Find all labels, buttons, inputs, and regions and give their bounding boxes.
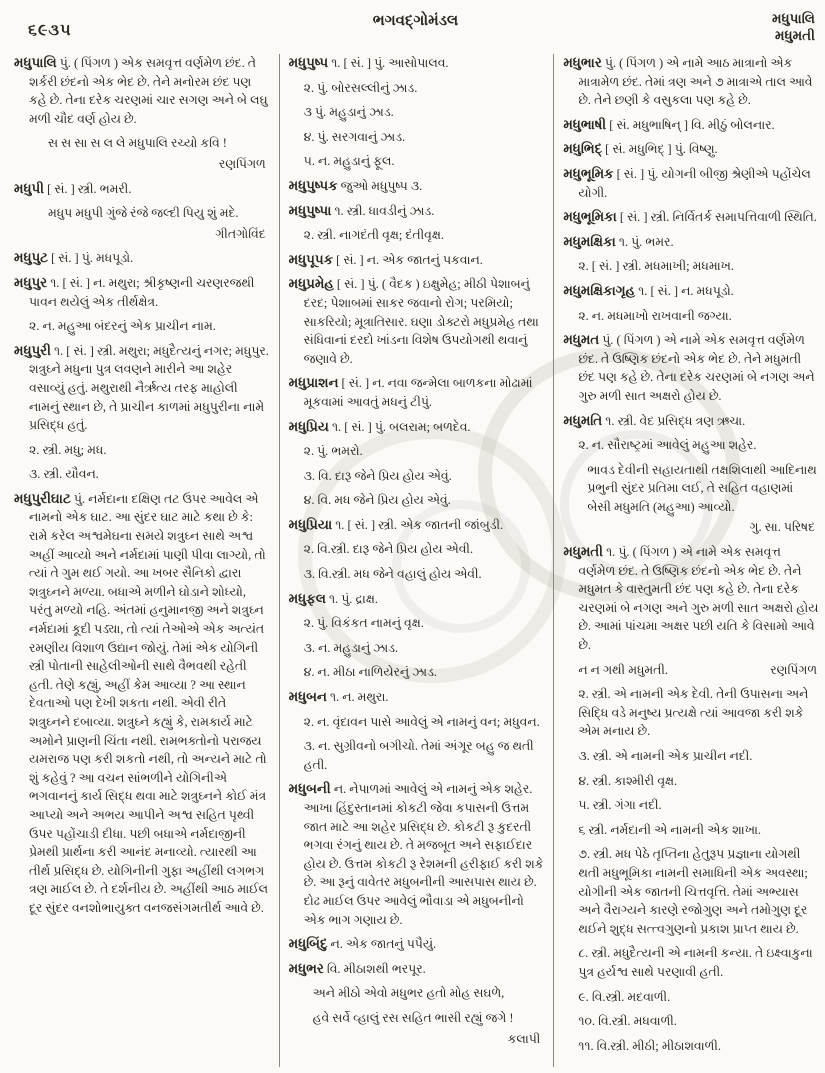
entry-sub-line: ૪. પું. સરગવાનું ઝાડ. (303, 129, 406, 144)
headword: મધુપૂપક (288, 251, 333, 267)
entry-sub-line: ૬ સ્ત્રી. નર્મદાની એ નામની એક શાખા. (578, 822, 762, 837)
entry-sub-line: ૨. સ્ત્રી. એ નામની એક દેવી. તેની ઉપાસના અને સિદ્ધિ વડે મનુષ્ય પ્રત્યક્ષે ત્યાં આવજા કરી શકે એમ મનાય છે. (578, 687, 809, 739)
entry-sub-line: રણપિંગળ ન ન ગથી મધુમતી. (563, 661, 819, 680)
running-head (772, 10, 815, 44)
dictionary-entry: મધુપુરી ૧. [ સં. ] સ્ત્રી. મથુરા; મધુદૈત્યનું નગર; મધુપુર. શત્રુઘ્ને મધુના પુત્ર લવણને મારીને આ શહેર વસાવ્યું હતું. મથુરાથી નૈર્ઋત્ય તરફ માહોલી નામનું સ્થાન છે, તે પ્રાચીન કાળમાં મધુપુરીના નામે પ્રસિદ્ધ હતું. (14, 342, 269, 433)
entry-sub-line: ૩. ન. સુગ્રીવનો બગીચો. તેમાં અંગૂર બહુ જ થતી હતી. (303, 739, 534, 772)
book-title: ભગવદ્ગોમંડલ (372, 13, 459, 29)
dictionary-entry: મધુપુરીઘાટ પું. નર્મદાના દક્ષિણ તટ ઉપર આવેલ એ નામનો એક ઘાટ. આ સુંદર ઘાટ માટે કથા છે કે: રામે કરેલ અશ્વમેઘના સમયે શત્રુઘ્ન સાથે અશ્વ અહીં આવ્યો અને નર્મદામાં પાણી પીવા લાગ્યો, તો ત્યાં તે ગુમ થઈ ગયો. આ ખબર સૈનિકો દ્વારા શત્રુઘ્નને મળ્યા. બધાએ મળીને ઘોડાને શોધ્યો, પરંતુ મળ્યો નહિ. અંતમાં હનુમાનજી અને શત્રુઘ્ન નર્મદામાં કૂદી પડ્યા, તો ત્યાં તેઓએ એક અત્યંત રમણીય વિશાળ ઉદ્યાન જોયું. તેમાં એક યોગિની સ્ત્રી પોતાની સાહેલીઓની સાથે વૈભવથી રહેતી હતી. તેણે કહ્યું, અહીં કેમ આવ્યા ? આ સ્થાન દેવતાઓ પણ દેખી શકતા નથી. એવી રીતે શત્રુઘ્નને દબાવ્યા. શત્રુઘ્ને કહ્યું કે, રામકાર્ય માટે અમોને પ્રાણની ચિંતા નથી. રામભક્તોનો પરાજય યમરાજ પણ કરી શકતો નથી, તો અન્યને માટે તો શું કહેવું ? આ વચન સાંભળીને યોગિનીએ ભગવાનનું કાર્ય સિદ્ધ થવા માટે શત્રુઘ્નને કોઈ મંત્ર આપ્યો અને અભય આપીને અશ્વ સહિત પૃથ્વી ઉપર પહોંચાડી દીધા. પછી બધાએ નર્મદાજીની પ્રેમથી પ્રાર્થના કરી આનંદ મનાવ્યો. ત્યારથી આ તીર્થ પ્રસિદ્ધ છે. યોગિનીની ગુફા અહીંથી લગભગ ત્રણ માઈલ છે. તે દર્શનીય છે. અહીંથી આઠ માઈલ દૂર સુંદર વનશોભાયુક્ત વનજસંગમતીર્થ આવે છે. (14, 490, 269, 915)
entry-attrib-line: ગુ. સા. પરિષદ (749, 520, 816, 535)
headword: મધુપ્રિયા (288, 516, 333, 532)
entry-sub-line: ૩. સ્ત્રી. એ નામની એક પ્રાચીન નદી. (578, 749, 753, 763)
dictionary-entry: મધુભૂમિક [ સં. ] પું. યોગની બીજી શ્રેણીએ પહોંચેલ યોગી. (563, 165, 811, 200)
dictionary-entry: મધુભર વિ. મીઠાશથી ભરપૂર. (288, 960, 426, 976)
dictionary-entry: મધુમતી ૧. પું. ( પિંગળ ) એ નામે એક સમવૃત્ત વર્ણમેળ છંદ. તે ઉષ્ણિક છંદનો એક ભેદ છે. તેને મધુમત કે વાસ્તુમતી છંદ પણ કહે છે. તેના દરેક ચરણમાં બે નગણ અને ગુરુ મળી સાત અક્ષરો હોય છે. આમાં પાંચમા અક્ષર પછી યતિ કે વિસામો આવે છે. (563, 544, 819, 653)
dictionary-entry: મધુપુષ્પક જુઓ મધુપુષ્પ ૩. (288, 177, 423, 193)
entry-sub-line: ૮. સ્ત્રી. મધુદૈત્યની એ નામની કન્યા. તે ઇક્ષ્વાકુના પુત્ર હર્યશ્વ સાથે પરણાવી હતી. (578, 946, 813, 979)
headword: મધુપી (14, 180, 45, 196)
headword: મધુબની (288, 781, 331, 797)
entry-quote2-line: અને મીઠો એવો મધુભર હતો મોહ સઘળે, (312, 986, 505, 1001)
dictionary-entry: મધુપાલિ પું. ( પિંગળ ) એક સમવૃત્ત વર્ણમેળ છંદ. તે શર્કરી છંદનો એક ભેદ છે. તેને મનોરમ છંદ પણ કહે છે. તેના દરેક ચરણમાં ચાર સગણ અને બે લઘુ મળી ચૌદ વર્ણ હોય છે. (14, 55, 268, 126)
dictionary-entry: મધુપ્રાશન [ સં. ] ન. નવા જન્મેલા બાળકના મોઢામાં મૂકવામાં આવતું મધનું ટીપું. (288, 375, 533, 409)
dictionary-entry: મધુપુષ્પ ૧. [ સં. ] પું. આસોપાલવ. (288, 55, 449, 70)
entry-sub-line: ૨. [ સં. ] સ્ત્રી. મધમાખી; મધમાખ. (578, 259, 734, 274)
headword: મધુમતી (563, 544, 603, 560)
entry-sub-line: ૨. પું. ભમરો. (303, 444, 363, 459)
entry-quote2-line: હવે સર્વે વ્હાલું રસ સહિત ભાસી રહ્યું જગે ! (312, 1010, 514, 1025)
headword: મધુપાલિ (14, 55, 57, 70)
headword: મધુભૂમિકા (563, 209, 617, 225)
headword: મધુપુર (14, 274, 48, 290)
entry-attrib-line: ગીતગોવિંદ (215, 226, 266, 241)
dictionary-entry: મધુપુષ્પા ૧. સ્ત્રી. ધાવડીનું ઝાડ. (288, 202, 435, 218)
entry-quote-line: મધુપ મધુપી ગુંજે રંજે જલ્દી પિયુ શું મદે. (48, 206, 239, 221)
entry-sub-line: ૨. સ્ત્રી. નાગદંતી વૃક્ષ; દંતીવૃક્ષ. (303, 228, 444, 243)
headword: મધુમક્ષિકાગૃહ (563, 282, 636, 298)
entry-sub-line: ૨. ન. સૌરાષ્ટ્રમાં આવેલું મહુઆ શહેર. (578, 438, 757, 453)
dictionary-entry: મધુભાષી [ સં. મધુભાષિન્ ] વિ. મીઠું બોલનાર. (563, 116, 775, 132)
headword: મધુપુટ (14, 250, 48, 266)
entry-sub-line: ૧૦. વિ.સ્ત્રી. મધવાળી. (578, 1014, 677, 1029)
headword: મધુપુષ્પ (288, 55, 329, 70)
dictionary-entry: મધુમતિ ૧. સ્ત્રી. વેદ પ્રસિદ્ધ ત્રણ ઋચા. (563, 412, 746, 428)
headword: મધુપ્રિય (288, 418, 329, 434)
entry-sub-line: ૫. ન. મહુડાનું ફૂલ. (303, 154, 395, 169)
entry-sub-line: ૨. ન. મહુઆ બંદરનું એક પ્રાચીન નામ. (29, 319, 216, 334)
dictionary-entry: મધુબની ન. નેપાળમાં આવેલું એ નામનું એક શહેર. આખા હિંદુસ્તાનમાં કોકટી જેવા કપાસની ઉત્તમ જાત માટે આ શહેર પ્રસિદ્ધ છે. કોકટી રૂ કુદરતી ભગવા રંગનું થાય છે. તે મજબૂત અને સફાઈદાર હોય છે. ઉત્તમ કોકટી રૂ રેશમની હરીફાઈ કરી શકે છે. આ રૂનું વાવેતર મધુબનીની આસપાસ થાય છે. દોઢ માઈલ ઉપર આવેલું ભૌવાડા એ મધુબનીનો એક ભાગ ગણાય છે. (288, 781, 544, 927)
headword: મધુપુરીઘાટ (14, 490, 71, 506)
headword: મધુભિદ્ (563, 141, 603, 157)
attribution: રણપિંગળ (770, 662, 818, 677)
entry-sub-line: ૨. પું. વિકંકત નામનું વૃક્ષ. (303, 616, 424, 631)
dictionary-entry: મધુબિંદુ ન. એક જાતનું પપૈયું. (288, 936, 437, 952)
entry-sub-line: ૩. વિ.સ્ત્રી. મધ જેને વહાલું હોય એવી. (303, 567, 482, 582)
dictionary-entry: મધુપ્રિય ૧. [ સં. ] પું. બલરામ; બળદેવ. (288, 418, 471, 434)
column-right (553, 54, 820, 1067)
headword: મધુભૂમિક (563, 165, 614, 181)
dictionary-entry: મધુમત પું. ( પિંગળ ) એ નામે એક સમવૃત્ત વર્ણમેળ છંદ. તે ઉષ્ણિક છંદનો એક ભેદ છે. તેને મધુમતી છંદ પણ કહે છે. તેના દરેક ચરણમાં બે નગણ અને ગુરુ મળી સાત અક્ષરો હોય છે. (563, 332, 815, 403)
running-head-first-word: મધુપાલિ (772, 11, 815, 26)
entry-sub-line: ૩. વિ. દારૂ જેને પ્રિય હોય એવું. (303, 468, 452, 483)
entry-sub-line: ૪. ન. મીઠા નાળિયેરનું ઝાડ. (303, 665, 437, 680)
page-number: ૬૯૩૫ (28, 22, 72, 39)
headword: મધુપુરી (14, 342, 51, 358)
headword: મધુભાર (563, 55, 602, 70)
column-left (14, 54, 279, 1067)
headword: મધુભાષી (563, 116, 607, 132)
headword: મધુપુષ્પા (288, 202, 332, 218)
text-columns (14, 54, 820, 1067)
entry-sub-line: ૨. ન. મધમાખો રાખવાની જગ્યા. (578, 308, 732, 323)
dictionary-entry: મધુપ્રિયા ૧. [ સં. ] સ્ત્રી. એક જાતની જાંબુડી. (288, 516, 504, 532)
dictionary-entry: મધુપ્રમેહ [ સં. ] પું. ( વૈદક ) ઇક્ષુમેહ; મીઠી પેશાબનું દરદ; પેશાબમાં સાકર જવાનો રોગ; પરમિયો; સાકરિયો; મૂત્રાતિસાર. ઘણા ડોક્ટરો મધુપ્રમેહ તથા સંધિવાનાં દરદો ખાંડના વિશેષ ઉપયોગથી થવાનું જણાવે છે. (288, 276, 539, 366)
dictionary-entry: મધુપી [ સં. ] સ્ત્રી. ભમરી. (14, 180, 132, 196)
entry-sub-line: ૪. સ્ત્રી. કાશ્મીરી વૃક્ષ. (578, 773, 678, 788)
headword: મધુપ્રાશન (288, 375, 339, 391)
dictionary-entry: મધુફલ ૧. પું. દ્રાક્ષ. (288, 590, 378, 606)
entry-sub-line: ૩. ન. મહુડાનું ઝાડ. (303, 640, 399, 655)
headword: મધુમત (563, 332, 600, 348)
column-middle (279, 54, 554, 1067)
dictionary-entry: મધુભાર પું. ( પિંગળ ) એ નામે આઠ માત્રાનો એક માત્રામેળ છંદ. તેમાં ત્રણ અને ૭ માત્રાએ તાલ આવે છે. તેને છણી કે વસુકલા પણ કહે છે. (563, 55, 813, 108)
entry-sub-line: ૨. વિ.સ્ત્રી. દારૂ જેને પ્રિય હોય એવી. (303, 542, 474, 557)
headword: મધુપ્રમેહ (288, 276, 334, 292)
dictionary-entry: મધુબન ૧. ન. મથુરા. (288, 689, 389, 705)
dictionary-entry: મધુમક્ષિકાગૃહ ૧. [ સં. ] ન. મધપૂડો. (563, 282, 734, 298)
dictionary-entry: મધુમક્ષિકા ૧. પું. ભમર. (563, 233, 674, 249)
entry-sub-line: ૭. સ્ત્રી. મધ પેઠે તૃપ્તિના હેતુરૂપ પ્રજ્ઞાના યોગથી થતી મધુભૂમિકા નામની સમાધિની એક અવસ્થા; યોગીની એક જાતની ચિત્તવૃત્તિ. તેમાં અભ્યાસ અને વૈરાગ્યને કારણે રજોગુણ અને તમોગુણ દૂર થઈને શુદ્ધ સત્ત્વગુણનો પ્રકાશ પ્રાપ્ત થાય છે. (578, 847, 808, 936)
headword: મધુપુષ્પક (288, 177, 338, 193)
dictionary-entry: મધુભૂમિકા [ સં. ] સ્ત્રી. નિર્વિતર્ક સમાપત્તિવાળી સ્થિતિ. (563, 209, 817, 225)
dictionary-entry: મધુપુર ૧. [ સં. ] ન. મથુરા; શ્રીકૃષ્ણની ચરણરજથી પાવન થયેલું એક તીર્થક્ષેત્ર. (14, 274, 255, 309)
entry-sub-line: ૫. સ્ત્રી. ગંગા નદી. (578, 798, 662, 813)
entry-sub-line: ૯. વિ.સ્ત્રી. મદવાળી. (578, 989, 671, 1004)
page-header (14, 10, 817, 54)
entry-sub-line: ૨. પું. બોરસલ્લીનું ઝાડ. (303, 80, 418, 95)
dictionary-entry: મધુપૂપક [ સં. ] ન. એક જાતનું પકવાન. (288, 251, 483, 267)
headword: મધુફલ (288, 590, 326, 606)
headword: મધુભર (288, 960, 324, 976)
entry-sub-line: ૨. સ્ત્રી. મધુ; મધ. (29, 442, 107, 457)
entry-sub-line: ૩. સ્ત્રી. યૌવન. (29, 467, 99, 482)
entry-sub-line: ૪. વિ. મધ જેને પ્રિય હોય એવું. (303, 493, 451, 508)
entry-sub-line: ૨. ન. વૃંદાવન પાસે આવેલું એ નામનું વન; મધુવન. (303, 714, 540, 729)
entry-sub-line: ૩ પું. મહુડાનું ઝાડ. (303, 105, 394, 120)
dictionary-entry: મધુપુટ [ સં. ] પું. મધપૂડો. (14, 250, 134, 266)
headword: મધુમક્ષિકા (563, 233, 616, 249)
entry-sub-line: ૧૧. વિ.સ્ત્રી. મીઠી; મીઠાશવાળી. (578, 1038, 721, 1053)
entry-quote-line: સ સ સા સ લ લે મધુપાલિ રચ્યો કવિ ! (48, 136, 227, 151)
entry-quote2-line: ભાવડ દેવીની સહાયતાથી તક્ષશિલાથી આદિનાથ પ્રભુની સુંદર પ્રતિમા લઈ, તે સહિત વહાણમાં બેસી મધુમતિ (મહુઆ) આવ્યો. (587, 462, 817, 514)
running-head-last-word: મધુમતી (775, 28, 815, 43)
dictionary-entry: મધુભિદ્ [ સં. મધુભિદ્ ] પું. વિષ્ણુ. (563, 141, 718, 157)
entry-attrib-line: કલાપી (507, 1031, 541, 1046)
entry-attrib-line: રણપિંગળ (218, 156, 266, 171)
headword: મધુબન (288, 689, 327, 705)
headword: મધુમતિ (563, 412, 603, 428)
headword: મધુબિંદુ (288, 936, 328, 952)
